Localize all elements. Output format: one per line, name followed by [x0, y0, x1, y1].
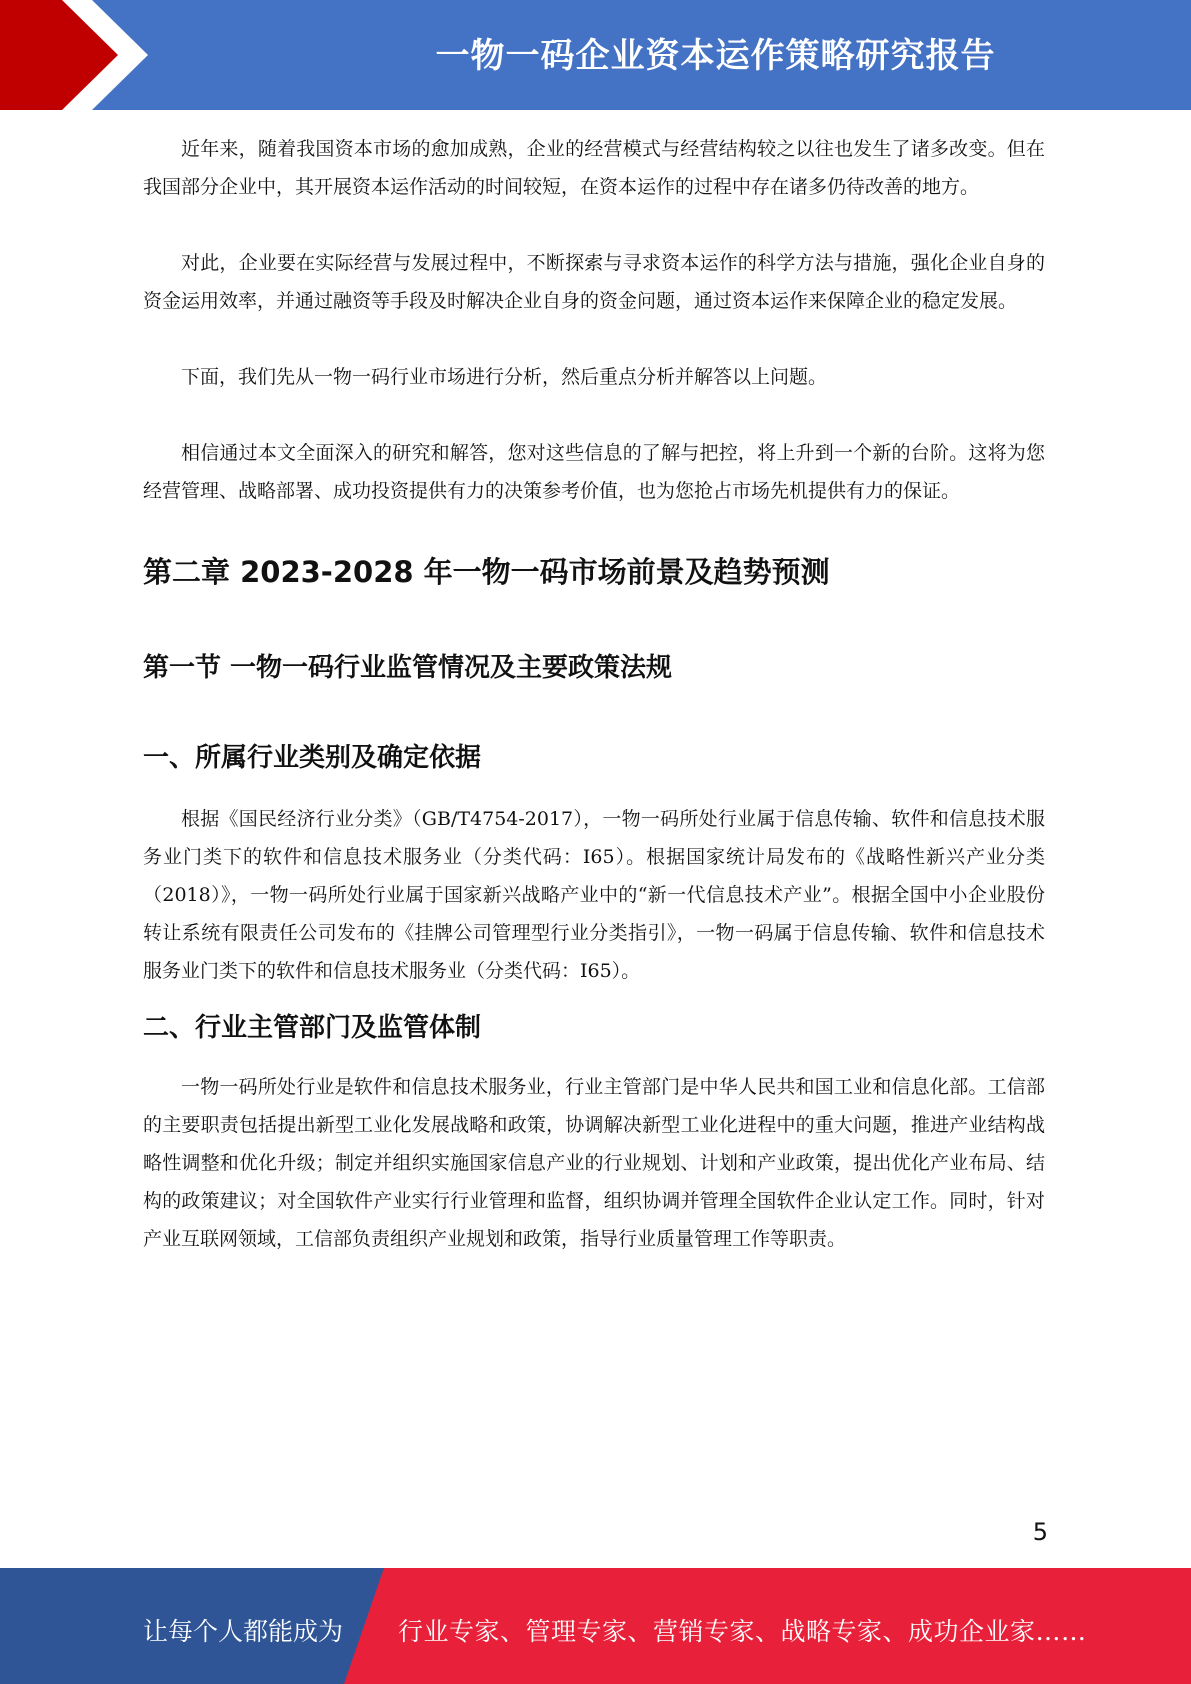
subsection-paragraph-1: 根据《国民经济行业分类》（GB/T4754-2017），一物一码所处行业属于信息传输、软件和信息技术服务业门类下的软件和信息技术服务业（分类代码：I65）。根据国家统计局发布的《战略性新兴产业分类（2018）》，一物一码所处行业属于国家新兴战略产业中的“新一代信息技术产业”。根据全国中小企业股份转让系统有限责任公司发布的《挂牌公司管理型行业分类指引》，一物一码属于信息传输、软件和信息技术服务业门类下的软件和信息技术服务业（分类代码：I65）。	[143, 808, 1045, 982]
page-content	[143, 130, 1045, 1258]
chapter-heading: 第二章 2023-2028 年一物一码市场前景及趋势预测	[143, 555, 830, 589]
subsection-paragraph-2: 一物一码所处行业是软件和信息技术服务业，行业主管部门是中华人民共和国工业和信息化部。工信部的主要职责包括提出新型工业化发展战略和政策，协调解决新型工业化进程中的重大问题，推进产业结构战略性调整和优化升级；制定并组织实施国家信息产业的行业规划、计划和产业政策，提出优化产业布局、结构的政策建议；对全国软件产业实行行业管理和监督，组织协调并管理全国软件企业认定工作。同时，针对产业互联网领域，工信部负责组织产业规划和政策，指导行业质量管理工作等职责。	[143, 1076, 1045, 1250]
subsection-heading-1: 一、所属行业类别及确定依据	[143, 743, 482, 773]
intro-paragraph-3: 下面，我们先从一物一码行业市场进行分析，然后重点分析并解答以上问题。	[181, 366, 828, 388]
intro-paragraph-4: 相信通过本文全面深入的研究和解答，您对这些信息的了解与把控，将上升到一个新的台阶。这将为您经营管理、战略部署、成功投资提供有力的决策参考价值，也为您抢占市场先机提供有力的保证。	[143, 442, 1045, 502]
subsection-heading-2: 二、行业主管部门及监管体制	[143, 1013, 482, 1043]
red-chevron-decoration	[0, 0, 160, 110]
section-heading: 第一节 一物一码行业监管情况及主要政策法规	[143, 653, 673, 683]
report-title: 一物一码企业资本运作策略研究报告	[435, 36, 996, 76]
footer-slogan-right: 行业专家、管理专家、营销专家、战略专家、成功企业家……	[398, 1617, 1087, 1646]
footer-slogan-left: 让每个人都能成为	[143, 1617, 344, 1646]
footer-band	[0, 1568, 1191, 1684]
intro-paragraph-1: 近年来，随着我国资本市场的愈加成熟，企业的经营模式与经营结构较之以往也发生了诸多改变。但在我国部分企业中，其开展资本运作活动的时间较短，在资本运作的过程中存在诸多仍待改善的地方。	[143, 138, 1045, 198]
intro-paragraph-2: 对此，企业要在实际经营与发展过程中，不断探索与寻求资本运作的科学方法与措施，强化企业自身的资金运用效率，并通过融资等手段及时解决企业自身的资金问题，通过资本运作来保障企业的稳定发展。	[143, 252, 1045, 312]
header-band	[0, 0, 1191, 110]
page-number: 5	[1032, 1518, 1048, 1546]
